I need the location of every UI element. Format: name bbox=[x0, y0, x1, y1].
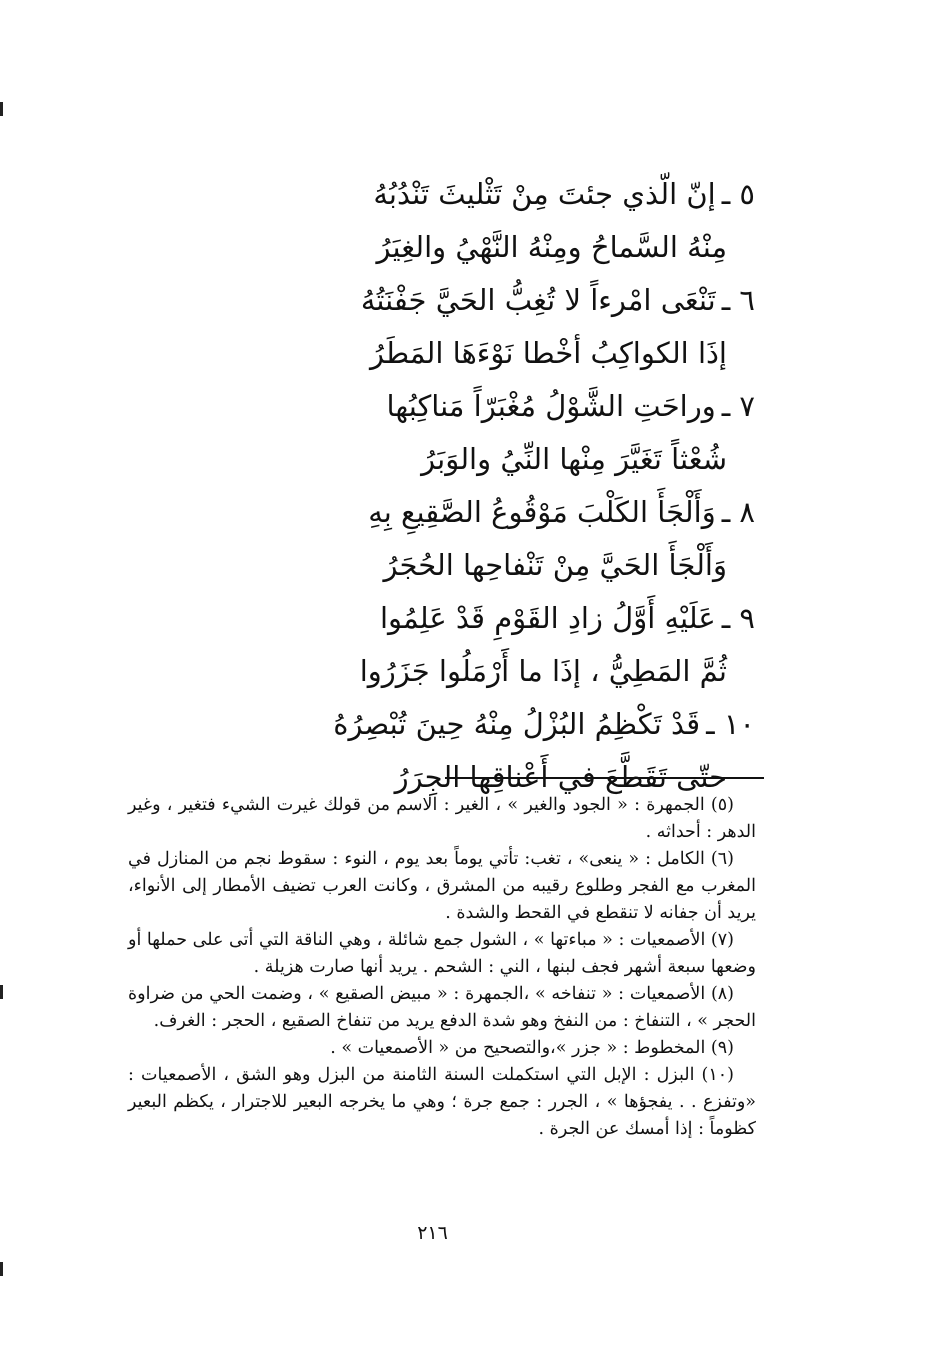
verse-number: ١٠ ـ bbox=[706, 707, 755, 741]
scan-edge-mark bbox=[0, 1262, 3, 1276]
verse-9-first-hemistich bbox=[135, 592, 755, 645]
verse-10-second-hemistich: حتّى تَقَطَّعَ في أَعْناقِها الجِرَرُ bbox=[394, 760, 727, 794]
hemistich-text: إنّ الّذي جئتَ مِنْ تَثْليثَ تَنْدُبُهُ bbox=[373, 177, 716, 211]
page-number: ٢١٦ bbox=[417, 1222, 448, 1244]
hemistich-text: عَلَيْهِ أَوَّلُ زادِ القَوْمِ قَدْ عَلِمُوا bbox=[380, 601, 716, 635]
verse-7-first-hemistich bbox=[135, 380, 755, 433]
hemistich-text: وَأَلْجَأَ الكَلْبَ مَوْقُوعُ الصَّقِيعِ بِهِ bbox=[368, 495, 716, 529]
footnote-10: (١٠) البزل : الإبل التي استكملت السنة الثامنة من البزل وهو الشق ، الأصمعيات : «وتفزع . . يفجؤها » ، الجرر : جمع جرة ؛ وهي ما يخرجه البعير للاجترار ، يكظم البعير كظوماً : إذا أمسك عن الجرة . bbox=[128, 1065, 756, 1139]
footnote-7: (٧) الأصمعيات : « مباءتها » ، الشول جمع شائلة ، وهي الناقة التي أتى على حملها أو وضعها سبعة أشهر فجف لبنها ، الني : الشحم . يريد أنها صارت هزيلة . bbox=[128, 930, 756, 977]
verse-number: ٨ ـ bbox=[721, 495, 755, 529]
verse-5-first-hemistich bbox=[135, 168, 755, 221]
poem bbox=[135, 168, 755, 804]
verse-6-second-hemistich: إذَا الكواكِبُ أخْطا نَوْءَهَا المَطَرُ bbox=[369, 336, 727, 370]
verse-6-first-hemistich bbox=[135, 274, 755, 327]
scan-edge-mark bbox=[0, 985, 3, 999]
verse-9-second-hemistich: ثُمَّ المَطِيُّ ، إذَا ما أَرْمَلُوا جَزَرُوا bbox=[359, 654, 727, 688]
hemistich-text: تَنْعَى امْرءاً لا تُغِبُّ الحَيَّ جَفْنَتُهُ bbox=[360, 283, 716, 317]
hemistich-text: وراحَتِ الشَّوْلُ مُغْبَرّاً مَناكِبُها bbox=[386, 389, 716, 423]
verse-number: ٥ ـ bbox=[721, 177, 755, 211]
hemistich-text: قَدْ تَكْظِمُ البُزْلُ مِنْهُ حِينَ تُبْصِرُهُ bbox=[333, 707, 701, 741]
verse-10-first-hemistich bbox=[135, 698, 755, 751]
footnotes bbox=[128, 792, 756, 1143]
verse-number: ٩ ـ bbox=[721, 601, 755, 635]
footnote-separator bbox=[445, 777, 764, 779]
footnote-9: (٩) المخطوط : « جزر »،والتصحيح من « الأصمعيات » . bbox=[330, 1038, 734, 1058]
verse-8-first-hemistich bbox=[135, 486, 755, 539]
footnote-8: (٨) الأصمعيات : « تنفاخه » ،الجمهرة : « مبيض الصقيع » ، وضمت الحي من ضراوة الحجر » ، التنفاخ : من النفخ وهو شدة الدفع يريد من تنفاخ الصقيع ، الحجر : الغرف. bbox=[128, 984, 756, 1031]
verse-8-second-hemistich: وَأَلْجَأَ الحَيَّ مِنْ تَنْفاحِها الحُجَرُ bbox=[383, 548, 727, 582]
verse-5-second-hemistich: مِنْهُ السَّماحُ ومِنْهُ النَّهْيُ والغِيَرُ bbox=[376, 230, 727, 264]
verse-7-second-hemistich: شُعْثاً تَغَيَّرَ مِنْها النِّيُ والوَبَرُ bbox=[421, 442, 727, 476]
verse-number: ٧ ـ bbox=[721, 389, 755, 423]
verse-number: ٦ ـ bbox=[721, 283, 755, 317]
footnote-6: (٦) الكامل : « ينعى» ، تغب: تأتي يوماً بعد يوم ، النوء : سقوط نجم من المنازل في المغرب مع الفجر وطلوع رقيبه من المشرق ، وكانت العرب تضيف الأمطار إلى الأنواء، يريد أن جفانه لا تنقطع في القحط والشدة . bbox=[128, 849, 756, 923]
footnote-5: (٥) الجمهرة : « الجود والغير » ، الغير : الاسم من قولك غيرت الشيء فتغير ، وغير الدهر : أحداثه . bbox=[128, 795, 756, 842]
scan-edge-mark bbox=[0, 102, 3, 116]
